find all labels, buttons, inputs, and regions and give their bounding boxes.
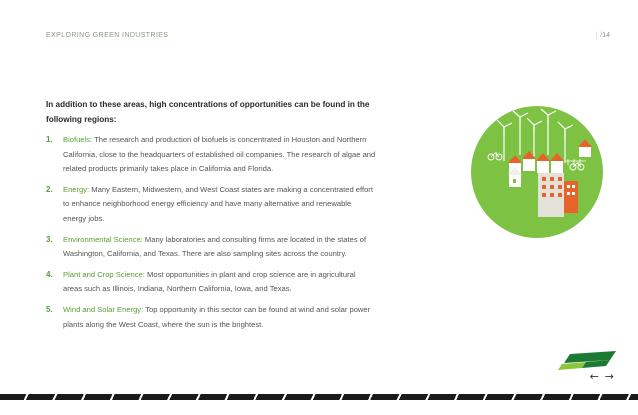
region-item: [46, 133, 376, 177]
region-term: Wind and Solar Energy:: [63, 304, 144, 314]
region-number: 1.: [46, 135, 53, 144]
region-number: 5.: [46, 304, 53, 314]
region-body: [63, 233, 376, 262]
page-number: [595, 32, 610, 39]
intro-text: In addition to these areas, high concentrations of opportunities can be found in the following regions:: [46, 100, 370, 124]
region-term: Plant and Crop Science:: [63, 269, 145, 279]
region-text: Many Eastern, Midwestern, and West Coast states are making a concentrated effort to enhance neighborhood energy efficiency and have many alternative and renewable energy jobs.: [63, 184, 373, 223]
region-number: 3.: [46, 234, 53, 244]
region-text: Most opportunities in plant and crop science are in agricultural areas such as Illinois, Indiana, Northern California, Iowa, and Texas.: [63, 269, 356, 294]
region-text: Many laboratories and consulting firms are located in the states of Washington, California, and Texas. There are also sampling sites across the country.: [63, 234, 367, 259]
main-content: [46, 97, 376, 338]
region-number: 2.: [46, 184, 53, 194]
region-term: Biofuels:: [63, 135, 93, 144]
region-term: Energy:: [63, 184, 90, 194]
region-body: [63, 303, 376, 332]
region-term: Environmental Science:: [63, 234, 143, 244]
green-city-illustration: [470, 105, 604, 239]
region-body: [63, 183, 376, 227]
page-number-value: /14: [600, 32, 610, 39]
region-item: [46, 268, 376, 297]
region-item: [46, 183, 376, 227]
region-list: [46, 133, 376, 332]
footer-stripe-bar: [0, 394, 638, 400]
page-separator: |: [595, 32, 598, 39]
header-title: EXPLORING GREEN INDUSTRIES: [46, 32, 169, 39]
region-body: [63, 133, 376, 177]
arrow-right-icon[interactable]: →: [604, 370, 614, 383]
logo-stripes-icon: [558, 351, 616, 371]
region-item: [46, 233, 376, 262]
region-text: The research and production of biofuels is concentrated in Houston and Northern California, close to the headquarters of established oil companies. The research of algae and related products primarily takes place in California and Florida.: [63, 135, 376, 174]
region-item: [46, 303, 376, 332]
region-number: 4.: [46, 269, 53, 279]
region-text: Top opportunity in this sector can be found at wind and solar power plants along the West Coast, where the sun is the brightest.: [63, 304, 371, 329]
page-navigation: [590, 370, 614, 383]
arrow-left-icon[interactable]: ←: [589, 370, 599, 383]
region-body: [63, 268, 376, 297]
